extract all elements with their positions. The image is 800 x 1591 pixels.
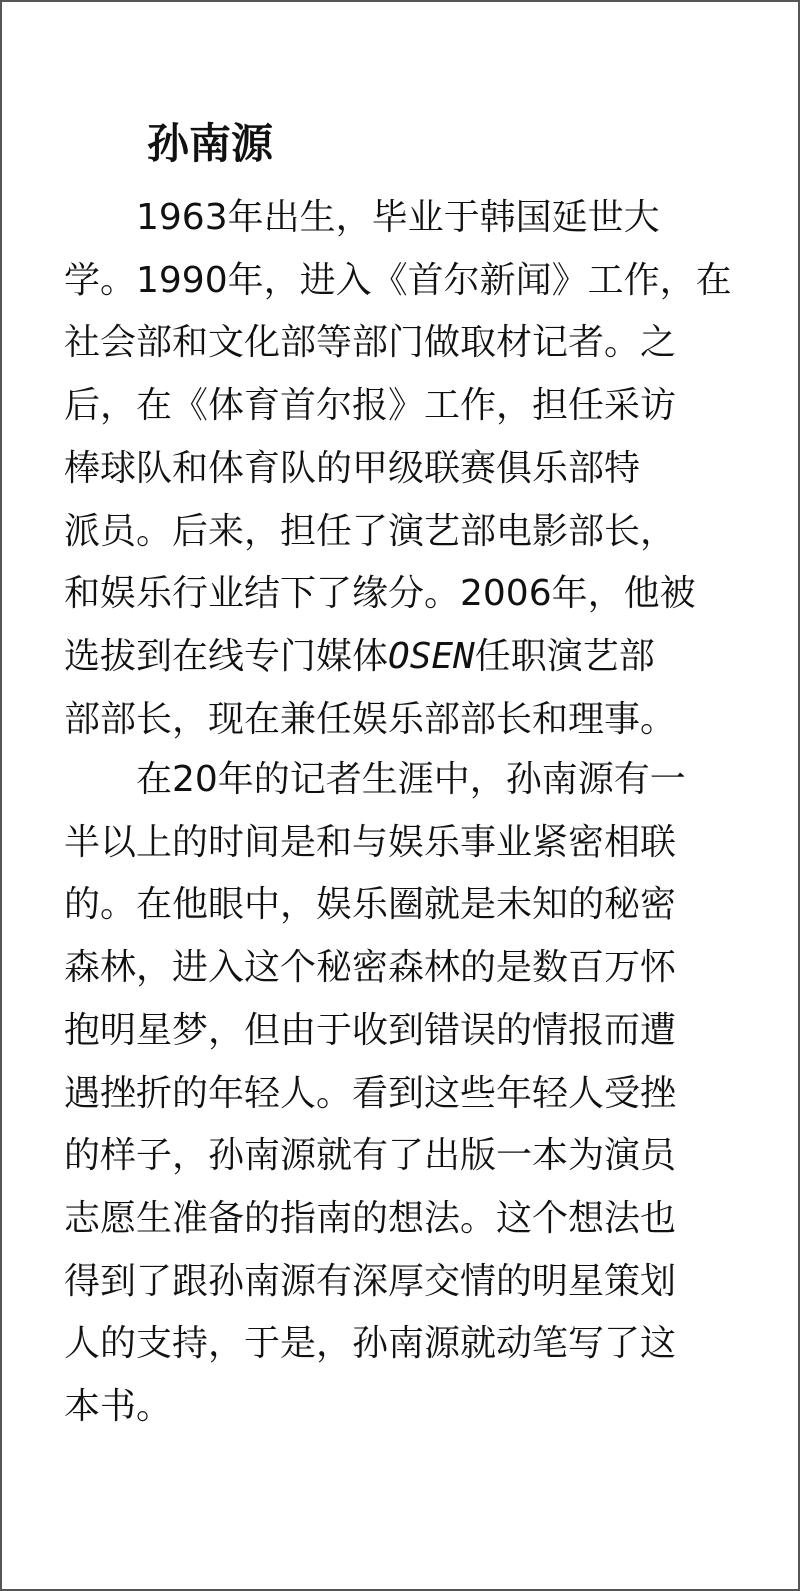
text-line: 本书。 (64, 1386, 173, 1428)
text-line: 后，在《体育首尔报》工作，担任采访 (64, 385, 677, 427)
text-line: 志愿生准备的指南的想法。这个想法也 (64, 1197, 677, 1239)
text-line: 社会部和文化部等部门做取材记者。之 (64, 322, 677, 364)
text-line: 学。1990年，进入《首尔新闻》工作，在 (64, 259, 732, 301)
text-line: 在20年的记者生涯中，孙南源有一 (136, 759, 686, 800)
text-line: 和娱乐行业结下了缘分。2006年，他被 (64, 573, 696, 615)
text-line-tail: 任职演艺部 (474, 635, 655, 677)
text-line: 抱明星梦，但由于收到错误的情报而遭 (64, 1009, 677, 1051)
text-line: 部部长，现在兼任娱乐部部长和理事。 (64, 698, 677, 740)
text-line: 得到了跟孙南源有深厚交情的明星策划 (64, 1260, 677, 1302)
text-line: 半以上的时间是和与娱乐事业紧密相联 (64, 821, 677, 863)
bio-paragraph-motivation (64, 749, 732, 1439)
text-line: 遇挫折的年轻人。看到这些年轻人受挫 (64, 1072, 677, 1114)
text-line: 森林，进入这个秘密森林的是数百万怀 (64, 947, 677, 989)
text-line: 1963年出生，毕业于韩国延世大 (136, 197, 660, 238)
bio-paragraph-career (64, 187, 732, 751)
text-line (64, 626, 732, 689)
author-name-heading: 孙南源 (147, 119, 274, 168)
text-line-head: 选拔到在线专门媒体 (64, 635, 389, 677)
text-line: 派员。后来，担任了演艺部电影部长， (64, 510, 677, 552)
media-brand-name: OSEN (388, 635, 475, 677)
text-line: 的样子，孙南源就有了出版一本为演员 (64, 1135, 677, 1177)
text-line: 的。在他眼中，娱乐圈就是未知的秘密 (64, 884, 677, 926)
text-line: 人的支持，于是，孙南源就动笔写了这 (64, 1323, 677, 1365)
text-line: 棒球队和体育队的甲级联赛俱乐部特 (64, 447, 641, 489)
